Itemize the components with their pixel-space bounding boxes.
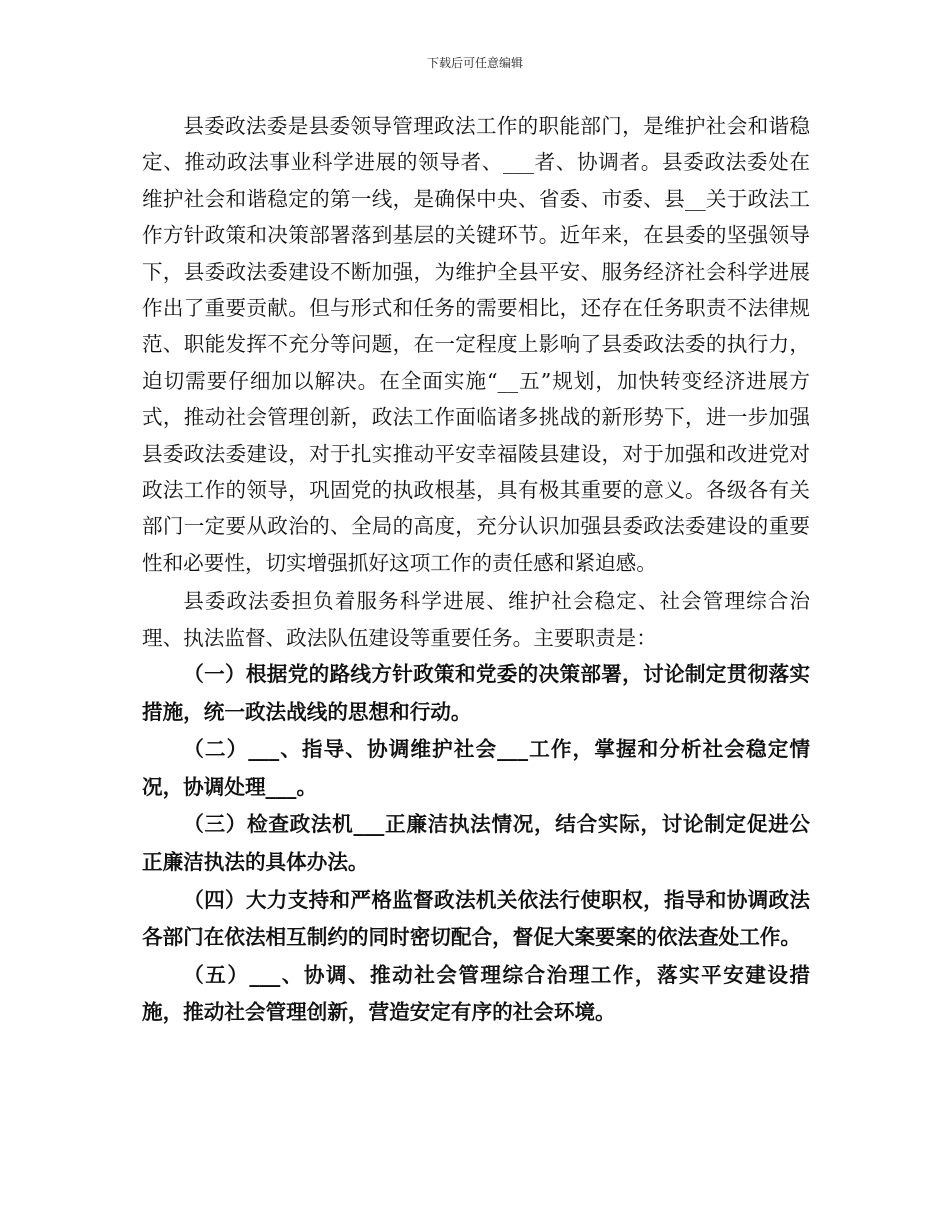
duty-item-5: （五）___、协调、推动社会管理综合治理工作，落实平安建设措施，推动社会管理创新，营造安定有序的社会环境。 xyxy=(142,962,810,1025)
intro-paragraph: 县委政法委是县委领导管理政法工作的职能部门，是维护社会和谐稳定、推动政法事业科学进展的领导者、___者、协调者。县委政法委处在维护社会和谐稳定的第一线，是确保中央、省委、市委、县__关于政法工作方针政策和决策部署落到基层的关键环节。近年来，在县委的坚强领导下，县委政法委建设不断加强，为维护全县平安、服务经济社会科学进展作出了重要贡献。但与形式和任务的需要相比，还存在任务职责不法律规范、职能发挥不充分等问题，在一定程度上影响了县委政法委的执行力，迫切需要仔细加以解决。在全面实施“__五”规划，加快转变经济进展方式，推动社会管理创新，政法工作面临诸多挑战的新形势下，进一步加强县委政法委建设，对于扎实推动平安幸福陵县建设，对于加强和改进党对政法工作的领导，巩固党的执政根基，具有极其重要的意义。各级各有关部门一定要从政治的、全局的高度，充分认识加强县委政法委建设的重要性和必要性，切实增强抓好这项工作的责任感和紧迫感。 xyxy=(142,114,810,575)
document-body xyxy=(142,108,810,1032)
duties-intro-paragraph: 县委政法委担负着服务科学进展、维护社会稳定、社会管理综合治理、执法监督、政法队伍建设等重要任务。主要职责是： xyxy=(142,589,810,650)
duty-item-4: （四）大力支持和严格监督政法机关依法行使职权，指导和协调政法各部门在依法相互制约的同时密切配合，督促大案要案的依法查处工作。 xyxy=(142,887,810,950)
page-header: 下载后可任意编辑 xyxy=(426,56,523,70)
duty-item-2: （二）___、指导、协调维护社会___工作，掌握和分析社会稳定情况，协调处理___。 xyxy=(142,737,810,799)
duty-item-1: （一）根据党的路线方针政策和党委的决策部署，讨论制定贯彻落实措施，统一政法战线的思想和行动。 xyxy=(142,662,810,724)
duty-item-3: （三）检查政法机___正廉洁执法情况，结合实际，讨论制定促进公正廉洁执法的具体办法。 xyxy=(142,812,810,875)
